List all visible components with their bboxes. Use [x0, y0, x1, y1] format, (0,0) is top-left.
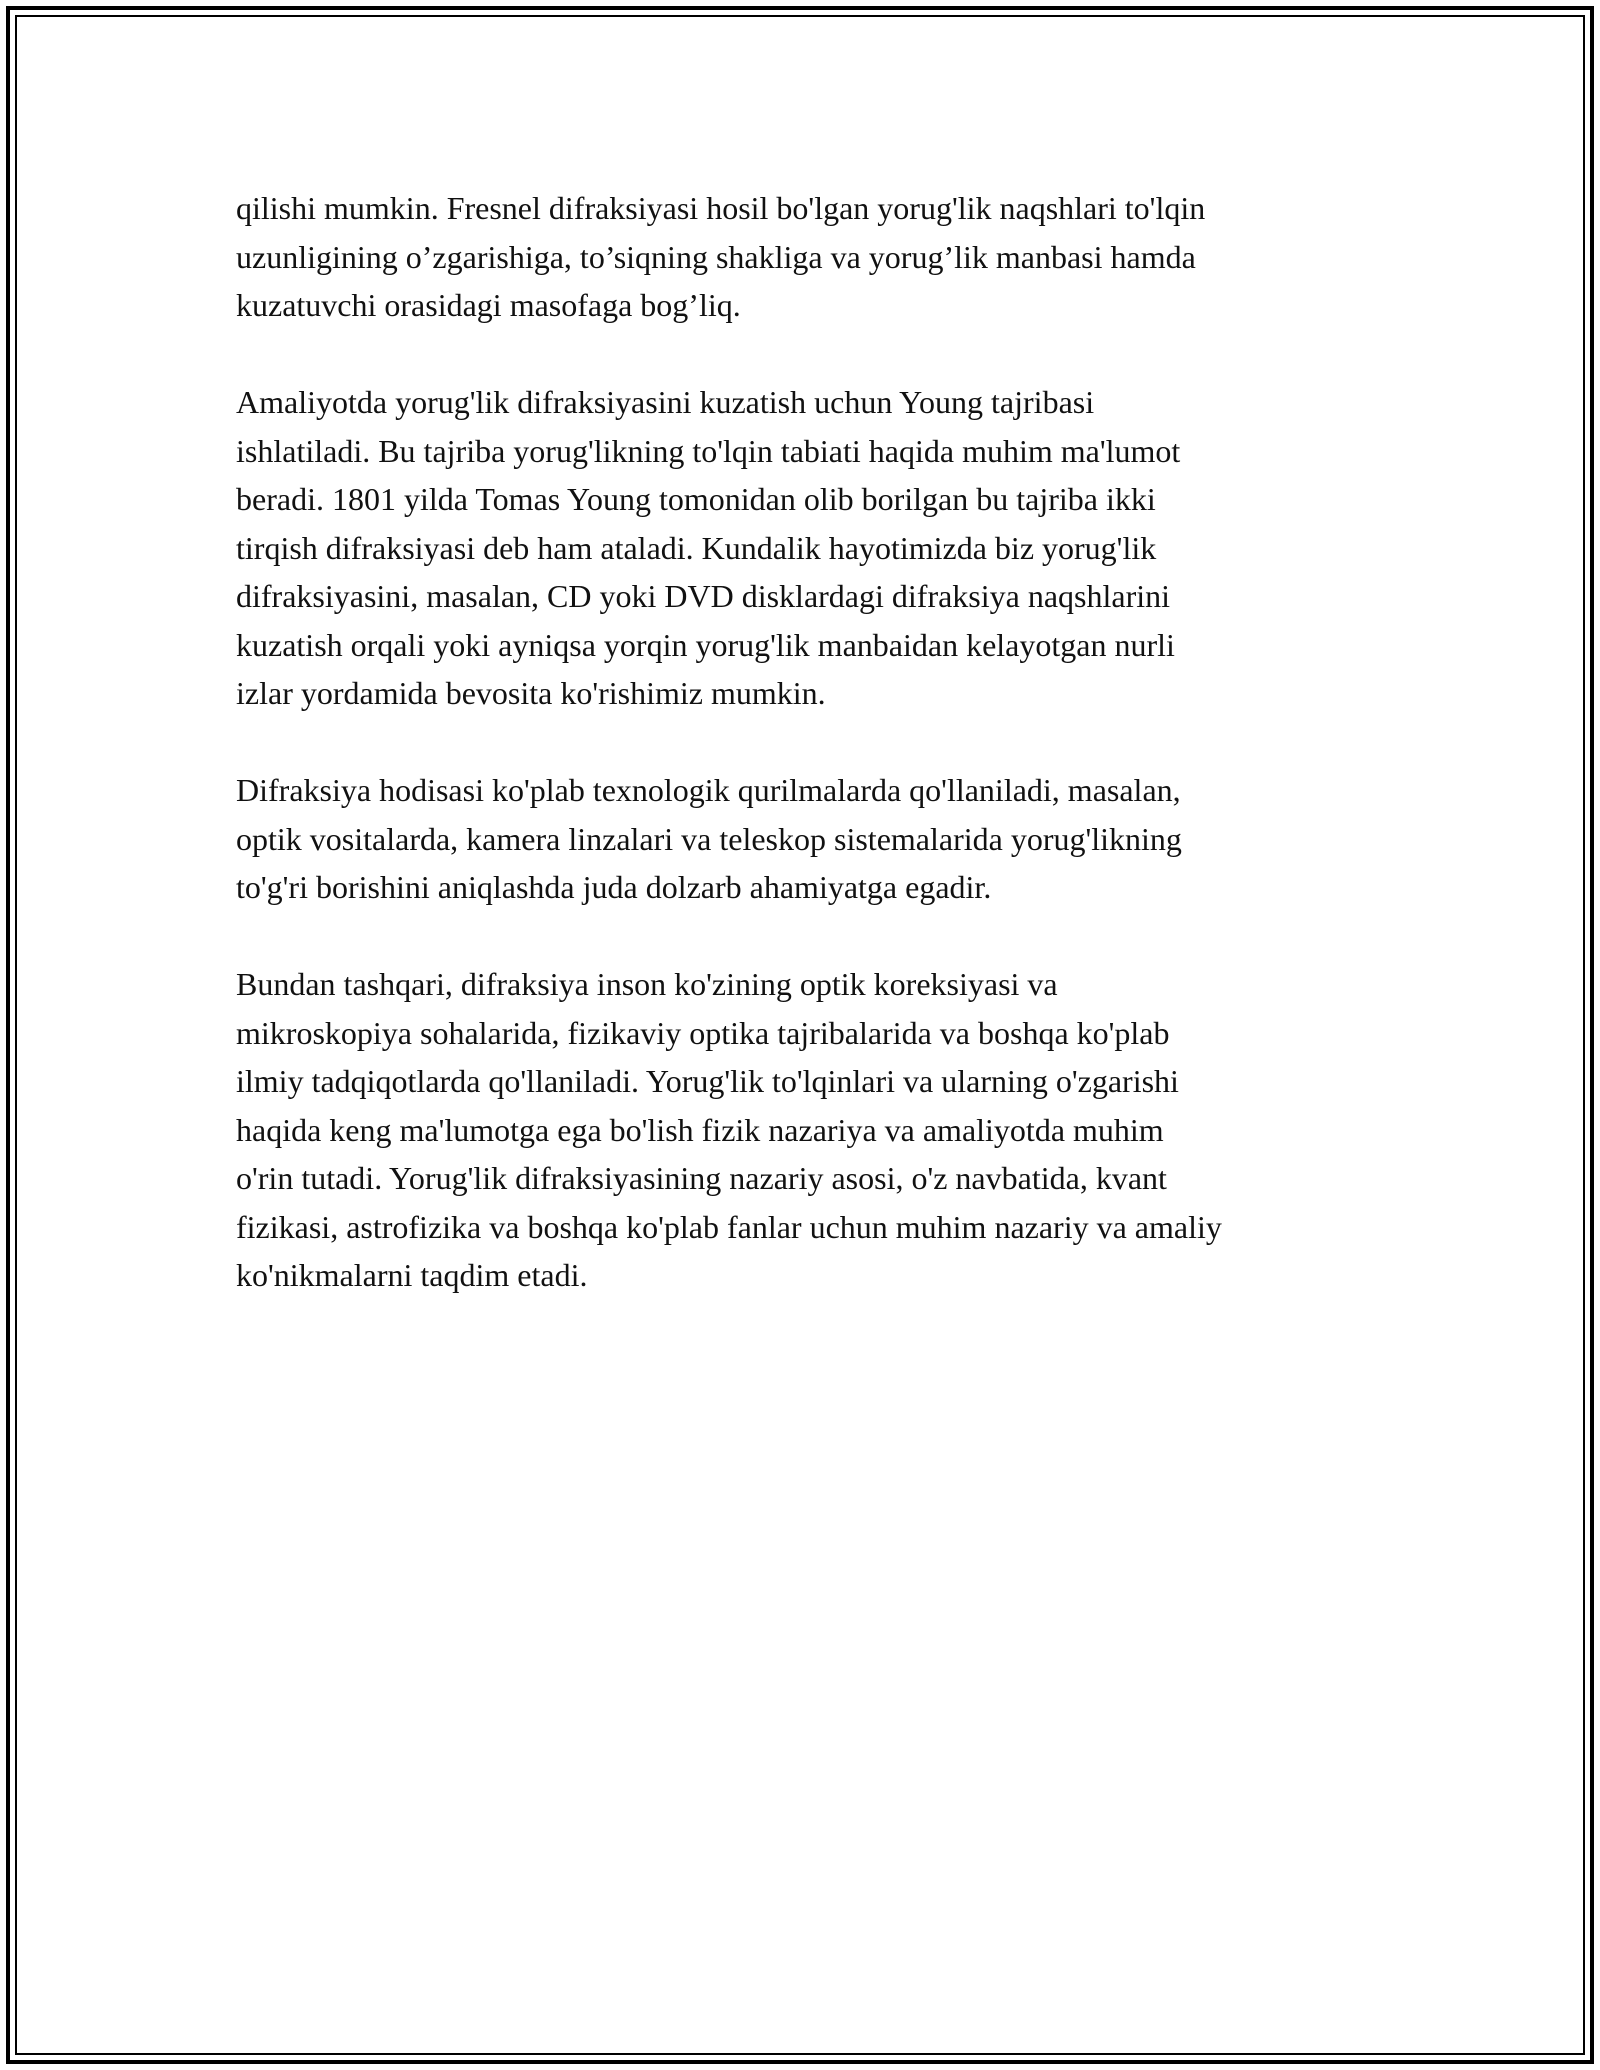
document-body: [236, 184, 1396, 1348]
paragraph-3: Difraksiya hodisasi ko'plab texnologik qurilmalarda qo'llaniladi, masalan, optik vositalarda, kamera linzalari va teleskop sistemalarida yorug'likning to'g'ri borishini aniqlashda juda dolzarb ahamiyatga egadir.: [236, 772, 1182, 905]
paragraph-1: qilishi mumkin. Fresnel difraksiyasi hosil bo'lgan yorug'lik naqshlari to'lqin uzunligining o’zgarishiga, to’siqning shakliga va yorug’lik manbasi hamda kuzatuvchi orasidagi masofaga bog’liq.: [236, 190, 1206, 323]
paragraph-4: Bundan tashqari, difraksiya inson ko'zining optik koreksiyasi va mikroskopiya sohalarida, fizikaviy optika tajribalarida va boshqa ko'plab ilmiy tadqiqotlarda qo'llaniladi. Yorug'lik to'lqinlari va ularning o'zgarishi haqida keng ma'lumotga ega bo'lish fizik nazariya va amaliyotda muhim o'rin tutadi. Yorug'lik difraksiyasining nazariy asosi, o'z navbatida, kvant fizikasi, astrofizika va boshqa ko'plab fanlar uchun muhim nazariy va amaliy ko'nikmalarni taqdim etadi.: [236, 966, 1222, 1293]
paragraph-2: Amaliyotda yorug'lik difraksiyasini kuzatish uchun Young tajribasi ishlatiladi. Bu tajriba yorug'likning to'lqin tabiati haqida muhim ma'lumot beradi. 1801 yilda Tomas Young tomonidan olib borilgan bu tajriba ikki tirqish difraksiyasi deb ham ataladi. Kundalik hayotimizda biz yorug'lik difraksiyasini, masalan, CD yoki DVD disklardagi difraksiya naqshlarini kuzatish orqali yoki ayniqsa yorqin yorug'lik manbaidan kelayotgan nurli izlar yordamida bevosita ko'rishimiz mumkin.: [236, 384, 1181, 711]
